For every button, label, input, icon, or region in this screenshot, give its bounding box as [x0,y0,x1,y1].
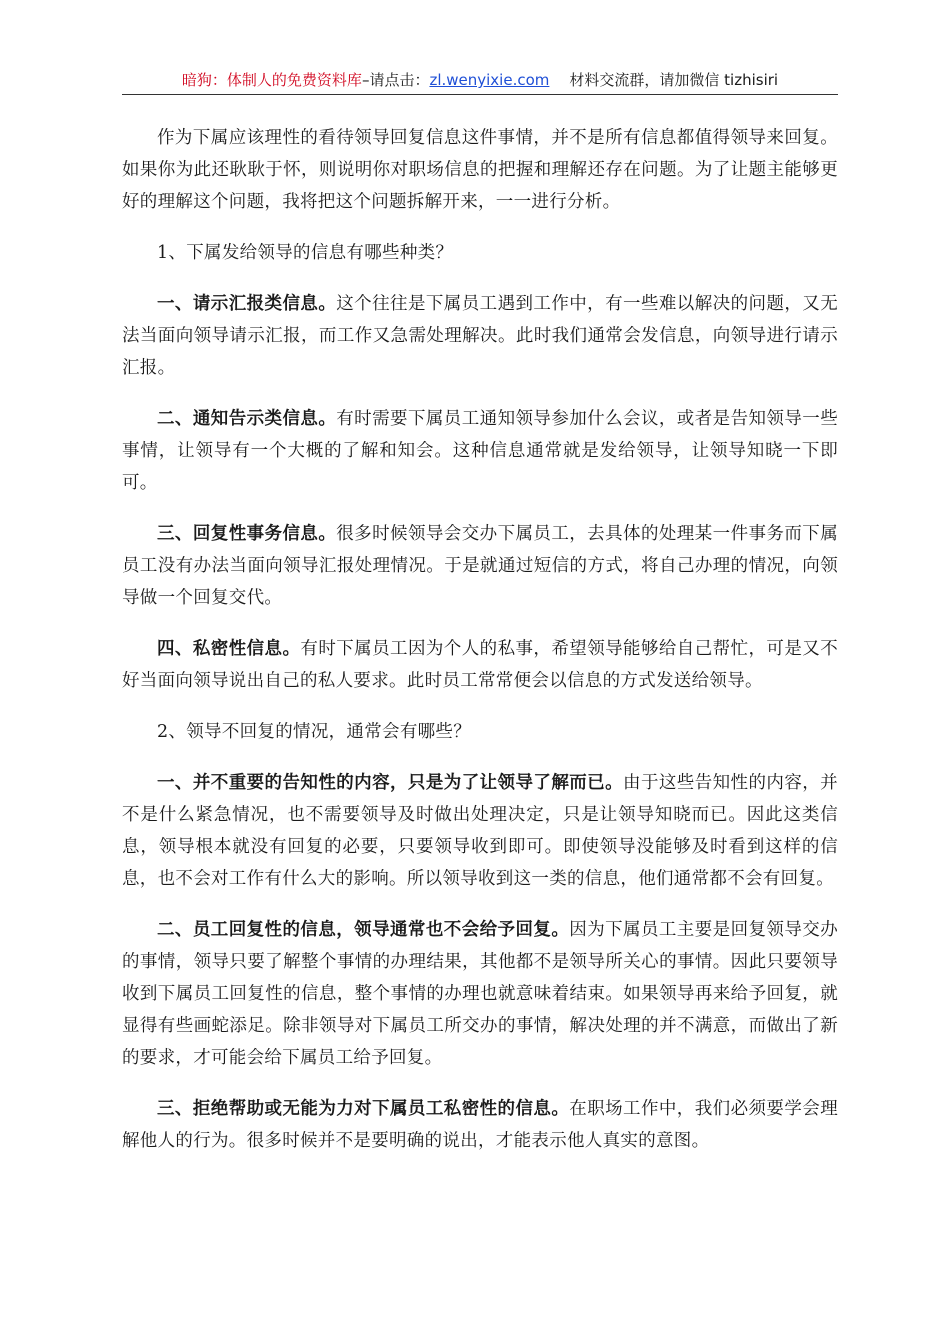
paragraph-type-3: 三、回复性事务信息。很多时候领导会交办下属员工，去具体的处理某一件事务而下属员工没有办法当面向领导汇报处理情况。于是就通过短信的方式，将自己办理的情况，向领导做一个回复交代。 [122,524,838,608]
document-body [122,122,838,1176]
section-heading-1: 1、下属发给领导的信息有哪些种类？ [157,243,454,263]
paragraph-case-1: 一、并不重要的告知性的内容，只是为了让领导了解而已。由于这些告知性的内容，并不是什么紧急情况，也不需要领导及时做出处理决定，只是让领导知晓而已。因此这类信息，领导根本就没有回复的必要，只要领导收到即可。即使领导没能够及时看到这样的信息，也不会对工作有什么大的影响。所以领导收到这一类的信息，他们通常都不会有回复。 [122,773,838,889]
page-header [122,66,838,95]
section-heading-2: 2、领导不回复的情况，通常会有哪些？ [157,722,472,742]
header-link[interactable]: zl.wenyixie.com [429,71,550,89]
paragraph-case-2: 二、员工回复性的信息，领导通常也不会给予回复。因为下属员工主要是回复领导交办的事情，领导只要了解整个事情的办理结果，其他都不是领导所关心的事情。因此只要领导收到下属员工回复性的信息，整个事情的办理也就意味着结束。如果领导再来给予回复，就显得有些画蛇添足。除非领导对下属员工所交办的事情，解决处理的并不满意，而做出了新的要求，才可能会给下属员工给予回复。 [122,920,839,1068]
header-group-note: 材料交流群，请加微信 tizhisiri [569,71,779,89]
intro-paragraph: 作为下属应该理性的看待领导回复信息这件事情，并不是所有信息都值得领导来回复。如果你为此还耿耿于怀，则说明你对职场信息的把握和理解还存在问题。为了让题主能够更好的理解这个问题，我将把这个问题拆解开来，一一进行分析。 [122,128,838,212]
header-click-prefix: –请点击： [361,71,430,89]
paragraph-type-4: 四、私密性信息。有时下属员工因为个人的私事，希望领导能够给自己帮忙，可是又不好当面向领导说出自己的私人要求。此时员工常常便会以信息的方式发送给领导。 [122,639,839,691]
header-brand: 暗狗：体制人的免费资料库 [181,71,362,89]
paragraph-case-3: 三、拒绝帮助或无能为力对下属员工私密性的信息。在职场工作中，我们必须要学会理解他人的行为。很多时候并不是要明确的说出，才能表示他人真实的意图。 [122,1099,839,1151]
paragraph-type-2: 二、通知告示类信息。有时需要下属员工通知领导参加什么会议，或者是告知领导一些事情，让领导有一个大概的了解和知会。这种信息通常就是发给领导，让领导知晓一下即可。 [122,409,838,493]
paragraph-type-1: 一、请示汇报类信息。这个往往是下属员工遇到工作中，有一些难以解决的问题，又无法当面向领导请示汇报，而工作又急需处理解决。此时我们通常会发信息，向领导进行请示汇报。 [122,294,838,378]
